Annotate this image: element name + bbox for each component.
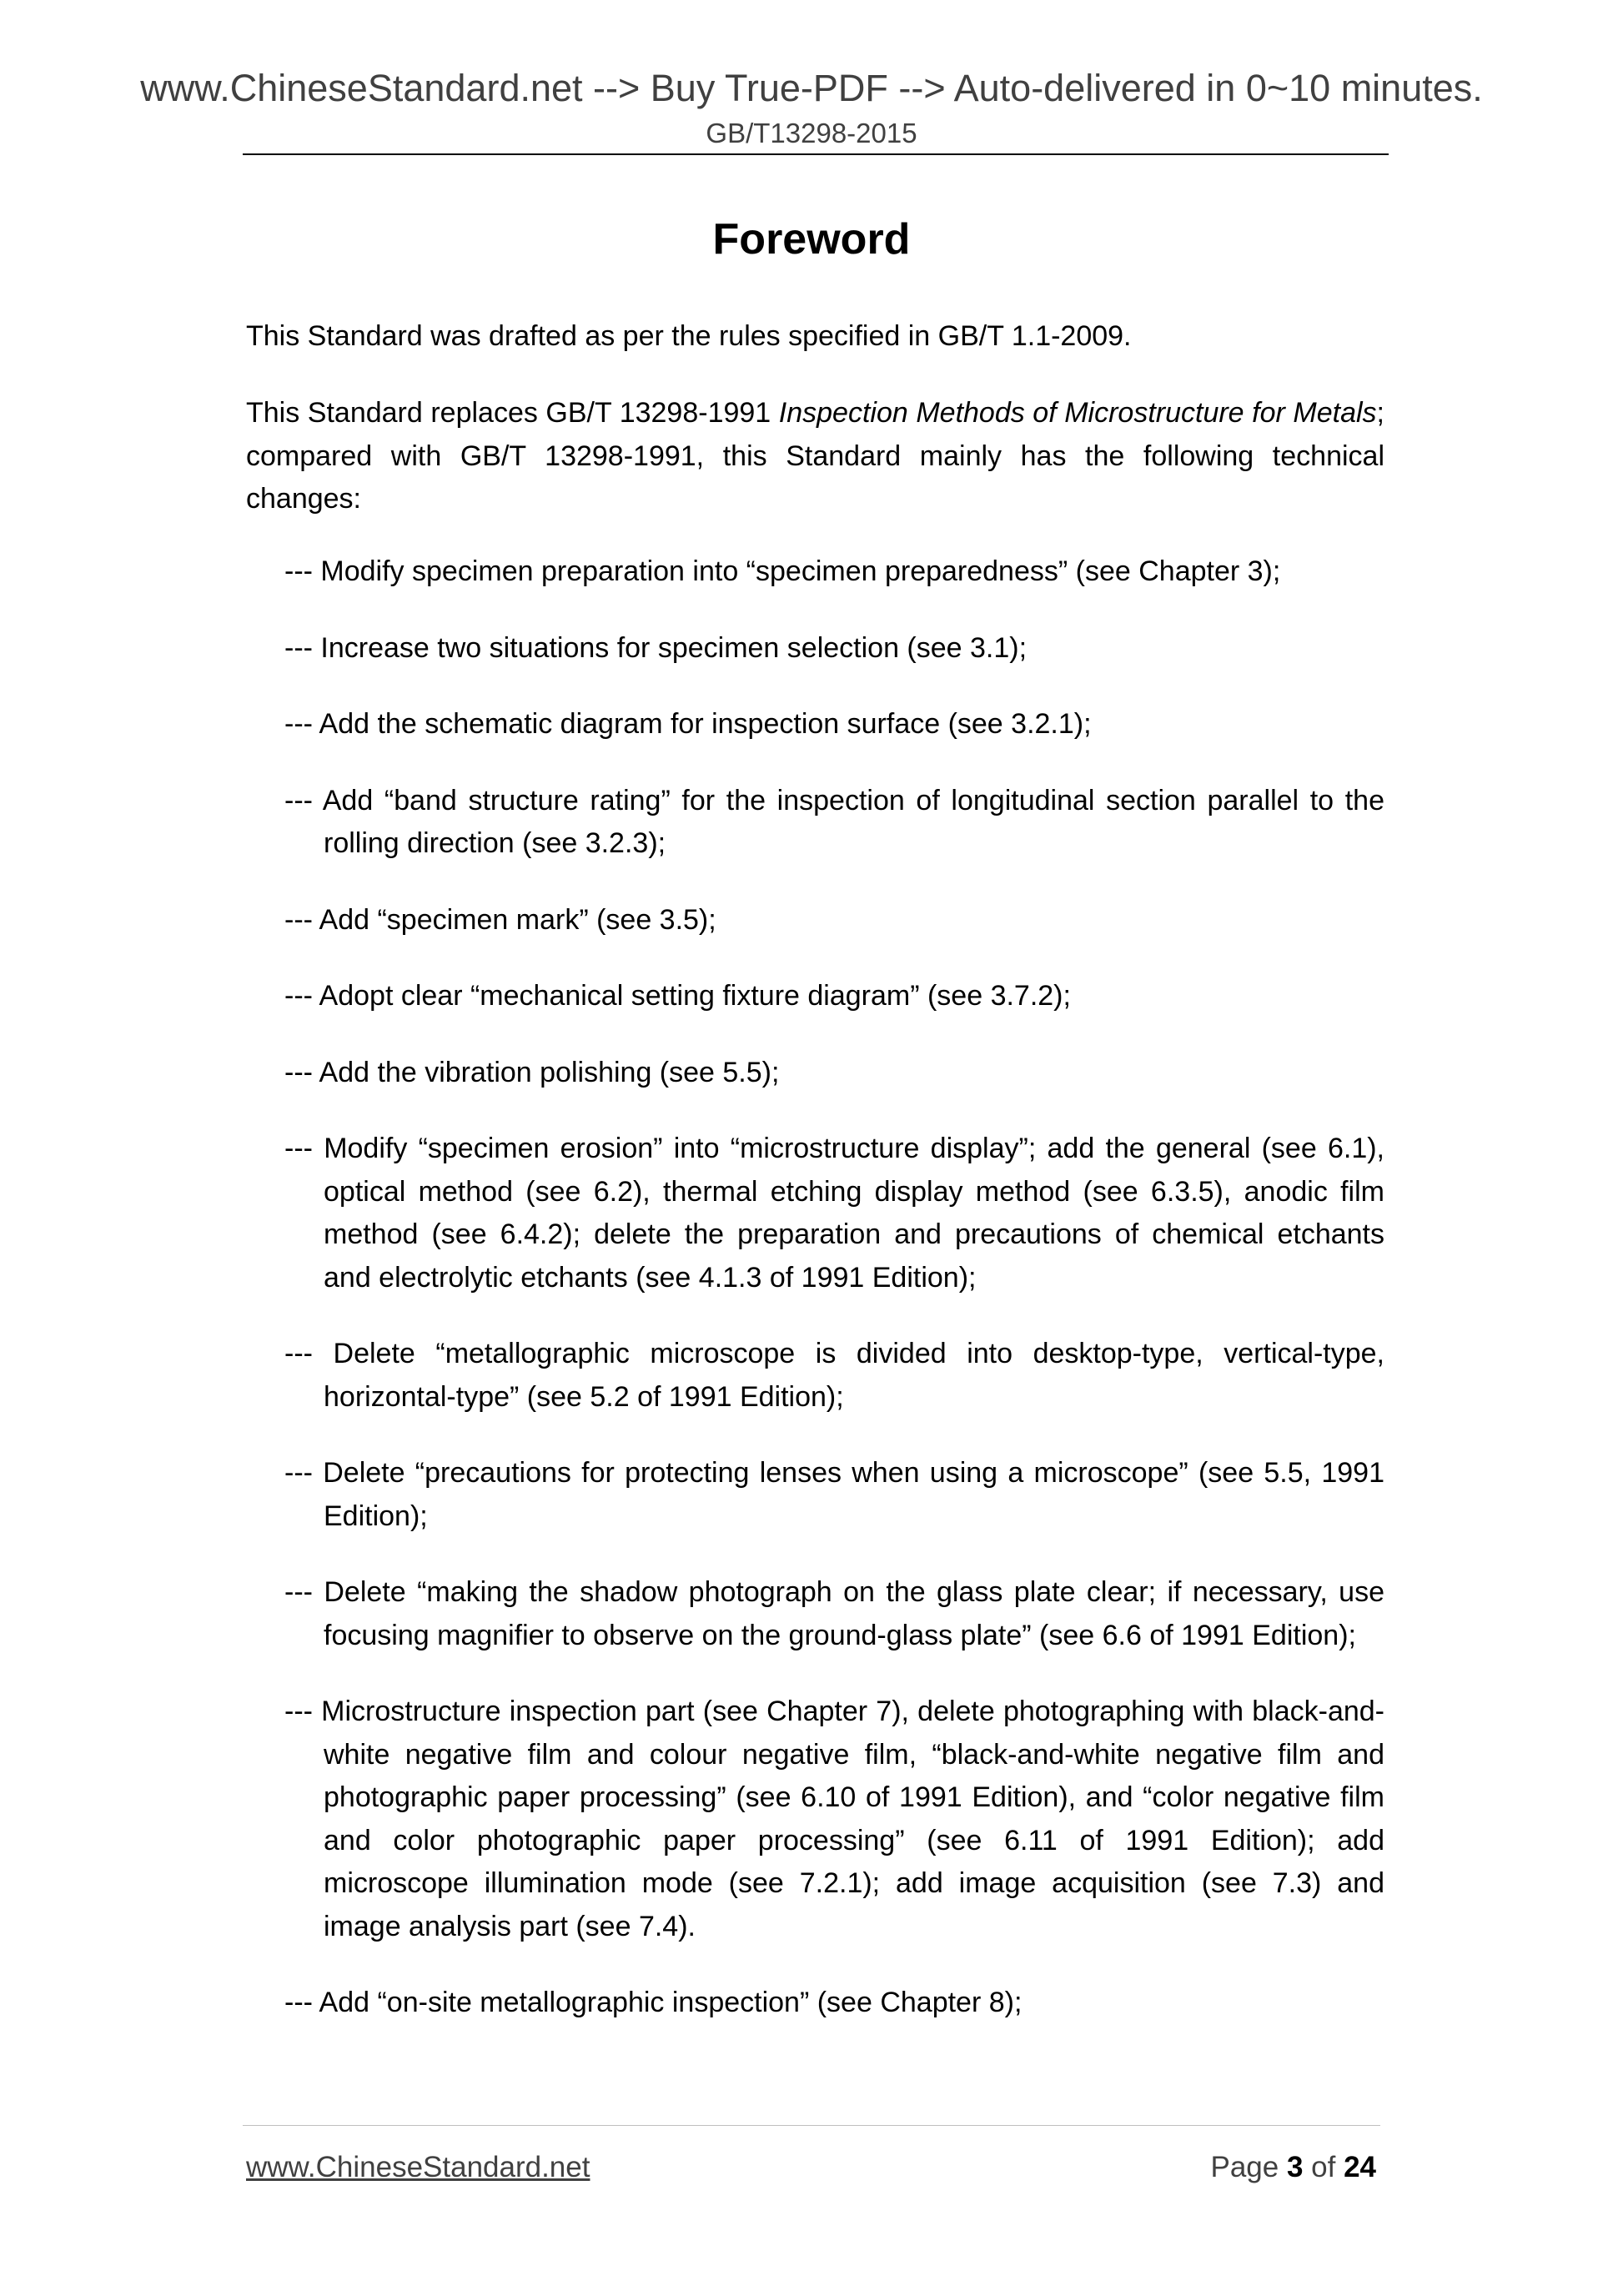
intro-paragraph-1: This Standard was drafted as per the rules specified in GB/T 1.1-2009. [246,320,1132,352]
total-pages: 24 [1344,2151,1376,2183]
change-item: --- Add “specimen mark” (see 3.5); [284,903,716,936]
replaced-standard-title: Inspection Methods of Microstructure for Metals [778,397,1377,429]
change-item: --- Delete “making the shadow photograph on the glass plate clear; if necessary, use focusing magnifier to observe on the ground-glass plate” (see 6.6 of 1991 Edition); [284,1576,1384,1651]
page-title: Foreword [712,215,911,264]
change-item: --- Add “on-site metallographic inspection” (see Chapter 8); [284,1987,1023,2018]
page-number [1210,2149,1376,2186]
footer-divider [243,2125,1380,2126]
footer-website-link[interactable]: www.ChineseStandard.net [246,2151,590,2183]
change-item: --- Increase two situations for specimen selection (see 3.1); [284,631,1028,664]
change-item: --- Delete “precautions for protecting lenses when using a microscope” (see 5.5, 1991 Edition); [284,1457,1384,1532]
change-item: --- Modify specimen preparation into “specimen preparedness” (see Chapter 3); [284,555,1281,587]
header-banner: www.ChineseStandard.net --> Buy True-PDF --> Auto-delivered in 0~10 minutes. [140,67,1483,109]
change-item: --- Add the schematic diagram for inspection surface (see 3.2.1); [284,708,1092,740]
header-divider [243,153,1389,155]
standard-code: GB/T13298-2015 [706,118,917,148]
change-item: --- Microstructure inspection part (see Chapter 7), delete photographing with black-and-white negative film and colour negative film, “black-and-white negative film and photographic paper processing” (see 6.10 of 1991 Edition), and “color negative film and color photographic paper processing” (see 6.11 of 1991 Edition); add microscope illumination mode (see 7.2.1); add image acquisition (see 7.3) and image analysis part (see 7.4). [284,1696,1384,1942]
change-item: --- Add the vibration polishing (see 5.5); [284,1056,780,1088]
change-item: --- Add “band structure rating” for the inspection of longitudinal section parallel to the rolling direction (see 3.2.3); [284,784,1384,859]
intro-paragraph-2 [246,392,1384,521]
page-prefix: Page [1210,2151,1287,2183]
change-item: --- Delete “metallographic microscope is divided into desktop-type, vertical-type, horizontal-type” (see 5.2 of 1991 Edition); [284,1338,1384,1413]
intro-p2-text-end: ; compared with GB/T 13298-1991, this Standard mainly has the following technical changes: [246,397,1384,515]
technical-changes-list [246,550,1384,2058]
intro-p2-text-start: This Standard replaces GB/T 13298-1991 [246,397,779,429]
change-item: --- Adopt clear “mechanical setting fixture diagram” (see 3.7.2); [284,980,1071,1012]
page-separator: of [1303,2151,1344,2183]
current-page: 3 [1286,2151,1304,2183]
change-item: --- Modify “specimen erosion” into “microstructure display”; add the general (see 6.1), optical method (see 6.2), thermal etching display method (see 6.3.5), anodic film method (see 6.4.2); delete the preparation and precautions of chemical etchants and electrolytic etchants (see 4.1.3 of 1991 Edition); [284,1133,1384,1294]
